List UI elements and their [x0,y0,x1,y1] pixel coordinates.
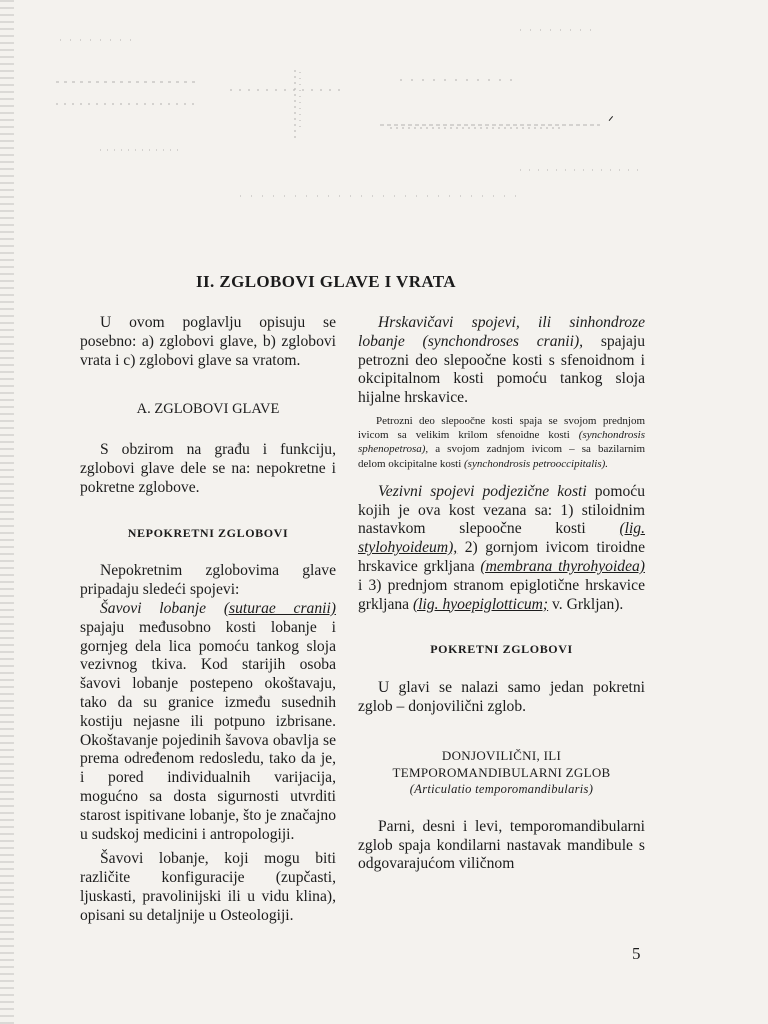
podjezicna-text-b: 2) gornjom ivicom tiroidne hrskavice grkljana [358,539,645,575]
lig-stylohyoideum: (lig. stylohyoideum), [358,520,645,557]
nepokretni-heading: NEPOKRETNI ZGLOBOVI [127,525,289,540]
savovi-text: spajaju međusobno kosti lobanje i gornjeg dela lica pomoću tankog sloja vezivnog tkiva. Kod starijih osoba šavovi lobanje postepeno okoštavaju, tako da su granice između susednih kostiju nejasne ili potpuno izbrisane. Okoštavanje pojedinih šavova obavlja se prema određenom redosledu, tako da je, i pored individualnih varijacija, mogućno sa dosta sigurnosti utvrditi starost ispitivane lobanje, što je značajno u sudskoj medicini i antropologiji. [80,618,336,843]
petrozni-note [358,414,645,471]
podjezicna-text-c: i 3) prednjom stranom epiglotične hrskavice grkljana [358,576,645,613]
podjezicna-term: Vezivni spojevi podjezične kosti [378,482,587,500]
savovi-term: Šavovi lobanje [100,599,207,617]
scan-speck: ᐟ [608,115,614,130]
pokretni-paragraph: U glavi se nalazi samo jedan pokretni zglob – donjovilični zglob. [358,679,645,715]
nepokretni-intro: Nepokretnim zglobovima glave pripadaju sledeći spojevi: [80,562,336,599]
donj-heading-line1: DONJOVILIČNI, ILI [441,747,562,763]
note-latin-b: (synchondrosis petrooccipitalis). [464,457,609,470]
left-column [80,314,336,926]
sinhondroze-text: spajaju petrozni deo slepoočne kosti s sfenoidnom i okcipitalnom kosti pomoću tankog sloja hijalne hrskavice. [358,332,645,407]
membrana-thyrohyoidea: (membrana thyrohyoidea) [480,557,645,575]
pokretni-heading: POKRETNI ZGLOBOVI [430,642,573,657]
note-text-b: a svojom zadnjom ivicom – sa bazilarnim delom okcipitalne kosti [358,443,645,470]
chapter-title: II. ZGLOBOVI GLAVE I VRATA [196,272,456,291]
donj-heading-line2: TEMPOROMANDIBULARNI ZGLOB [392,764,611,780]
podjezicna-text-d: v. Grkljan). [548,595,624,613]
right-column [358,314,645,874]
lig-hyoepiglotticum: (lig. hyoepiglotticum; [413,595,549,613]
note-latin-a: (synchondrosis sphenopetrosa), [358,429,645,456]
section-a-heading: A. ZGLOBOVI GLAVE [136,401,280,418]
savovi-paragraph-2: Šavovi lobanje, koji mogu biti različite konfiguracije (zupčasti, ljuskasti, pravolinijski ili u vidu klina), opisani su detaljnije u Osteologiji. [80,850,336,924]
savovi-latin: (suturae cranii) [223,599,336,617]
donj-heading-latin: (Articulatio temporomandibularis) [409,781,594,796]
donjovilicni-paragraph: Parni, desni i levi, temporomandibularni zglob spaja kondilarni nastavak mandibule s odgovarajućom viličnom [358,817,645,873]
intro-paragraph: U ovom poglavlju opisuju se posebno: a) zglobovi glave, b) zglobovi vrata i c) zglobovi glave sa vratom. [80,314,336,369]
podjezicna-text-a: pomoću kojih je ova kost vezana sa: 1) stiloidnim nastavkom slepoočne kosti [358,482,645,538]
note-text-a: Petrozni deo slepoočne kosti spaja se svojom prednjom ivicom sa velikim krilom sfenoidne kosti [358,414,645,442]
scan-noise-header [0,0,768,240]
section-a-paragraph: S obzirom na građu i funkciju, zglobovi glave dele se na: nepokretne i pokretne zglobove. [80,441,336,496]
donjovilicni-heading [358,747,645,798]
scan-edge-shadow [0,0,14,1024]
page-number: 5 [632,944,641,963]
sinhondroze-term: Hrskavičavi spojevi, ili sinhondroze lobanje (synchondroses cranii), [358,314,645,350]
podjezicna-paragraph [358,483,645,615]
sinhondroze-paragraph [358,314,645,408]
savovi-paragraph [80,600,336,844]
